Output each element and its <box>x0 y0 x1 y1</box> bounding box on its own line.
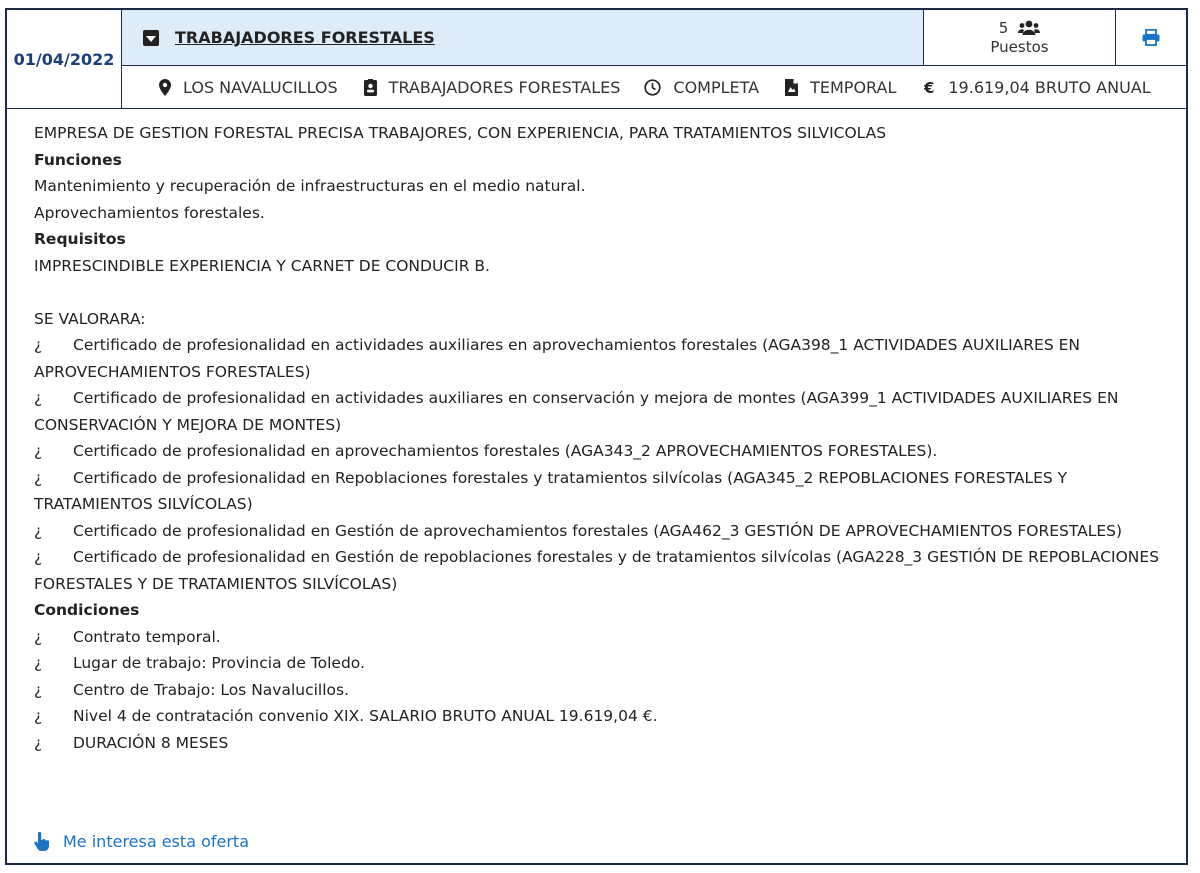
condicion-item-text: DURACIÓN 8 MESES <box>73 733 229 752</box>
condicion-item-text: Lugar de trabajo: Provincia de Toledo. <box>73 654 365 672</box>
condicion-item <box>34 703 1164 730</box>
print-button[interactable] <box>1116 10 1186 65</box>
condiciones-heading: Condiciones <box>34 601 140 619</box>
job-offer-card <box>5 8 1188 865</box>
condicion-item <box>34 624 1164 651</box>
bullet-mark: ¿ <box>34 680 43 699</box>
file-document-icon <box>785 79 798 96</box>
hand-pointer-icon <box>34 832 50 851</box>
euro-icon <box>924 79 936 96</box>
offer-date: 01/04/2022 <box>7 10 122 108</box>
caret-down-icon[interactable] <box>143 30 159 46</box>
offer-description <box>34 120 1164 756</box>
bullet-mark: ¿ <box>34 468 43 487</box>
map-marker-icon <box>159 79 171 96</box>
meta-contract <box>785 78 896 97</box>
meta-salary <box>924 78 1150 97</box>
valorara-item-text: Certificado de profesionalidad en actividades auxiliares en aprovechamientos forestales (AGA398_1 ACTIVIDADES AUXILIARES EN APROVECHAMIENTOS FORESTALES) <box>34 336 1081 381</box>
condicion-item-text: Nivel 4 de contratación convenio XIX. SALARIO BRUTO ANUAL 19.619,04 €. <box>73 707 658 725</box>
valorara-item <box>34 518 1164 545</box>
id-badge-icon <box>364 79 377 96</box>
valorara-item <box>34 438 1164 465</box>
bullet-mark: ¿ <box>34 521 43 540</box>
valorara-item-text: Certificado de profesionalidad en Gestión de repoblaciones forestales y de tratamientos silvícolas (AGA228_3 GESTIÓN DE REPOBLACIONES FORESTALES Y DE TRATAMIENTOS SILVÍCOLAS) <box>34 548 1160 593</box>
title-cell <box>122 10 924 65</box>
condicion-item <box>34 730 1164 757</box>
condicion-item-text: Contrato temporal. <box>73 627 221 646</box>
funciones-heading: Funciones <box>34 150 122 169</box>
positions-count: 5 <box>998 18 1009 37</box>
meta-salary-text: 19.619,04 BRUTO ANUAL <box>948 77 1151 97</box>
valorara-item <box>34 385 1164 438</box>
clock-icon <box>644 79 661 96</box>
condicion-item-text: Centro de Trabajo: Los Navalucillos. <box>73 680 350 699</box>
bullet-mark: ¿ <box>34 548 43 566</box>
meta-location-text: LOS NAVALUCILLOS <box>183 77 338 97</box>
bullet-mark: ¿ <box>34 336 43 354</box>
bullet-mark: ¿ <box>34 627 43 646</box>
meta-occupation-text: TRABAJADORES FORESTALES <box>388 77 621 97</box>
bullet-mark: ¿ <box>34 707 43 725</box>
condicion-item <box>34 650 1164 677</box>
meta-location <box>159 78 338 97</box>
requisitos-heading: Requisitos <box>34 230 126 248</box>
valorara-item-text: Certificado de profesionalidad en Repoblaciones forestales y tratamientos silvícolas (AGA345_2 REPOBLACIONES FORESTALES Y TRATAMIENTOS SILVÍCOLAS) <box>34 468 1068 513</box>
valorara-item <box>34 544 1164 597</box>
svg-text:€: € <box>924 78 935 96</box>
meta-schedule-text: COMPLETA <box>673 77 760 97</box>
funcion-item: Mantenimiento y recuperación de infraestructuras en el medio natural. <box>34 177 586 195</box>
requisitos-text: IMPRESCINDIBLE EXPERIENCIA Y CARNET DE CONDUCIR B. <box>34 256 490 275</box>
title-row <box>122 10 1186 66</box>
meta-contract-text: TEMPORAL <box>810 77 897 97</box>
print-icon <box>1142 29 1160 46</box>
offer-meta-row <box>122 66 1186 108</box>
condicion-item <box>34 677 1164 704</box>
valorara-item <box>34 465 1164 518</box>
bullet-mark: ¿ <box>34 389 43 407</box>
interest-link-text[interactable]: Me interesa esta oferta <box>63 832 249 851</box>
funcion-item: Aprovechamientos forestales. <box>34 203 265 222</box>
meta-occupation <box>364 78 621 97</box>
offer-header <box>7 10 1186 109</box>
valorara-item <box>34 332 1164 385</box>
positions-cell <box>924 10 1116 65</box>
meta-schedule <box>644 78 759 97</box>
users-icon <box>1018 20 1040 36</box>
offer-intro: EMPRESA DE GESTION FORESTAL PRECISA TRABAJORES, CON EXPERIENCIA, PARA TRATAMIENTOS SILVICOLAS <box>34 124 887 142</box>
valorara-item-text: Certificado de profesionalidad en Gestión de aprovechamientos forestales (AGA462_3 GESTIÓN DE APROVECHAMIENTOS FORESTALES) <box>73 521 1123 540</box>
positions-label: Puestos <box>990 37 1049 56</box>
interest-link[interactable] <box>34 832 249 851</box>
bullet-mark: ¿ <box>34 654 43 672</box>
valorara-heading: SE VALORARA: <box>34 309 146 328</box>
bullet-mark: ¿ <box>34 733 43 752</box>
valorara-item-text: Certificado de profesionalidad en actividades auxiliares en conservación y mejora de montes (AGA399_1 ACTIVIDADES AUXILIARES EN CONSERVACIÓN Y MEJORA DE MONTES) <box>34 389 1119 434</box>
valorara-item-text: Certificado de profesionalidad en aprovechamientos forestales (AGA343_2 APROVECHAMIENTOS FORESTALES). <box>73 442 938 460</box>
offer-title-link[interactable]: TRABAJADORES FORESTALES <box>175 28 435 47</box>
bullet-mark: ¿ <box>34 442 43 460</box>
